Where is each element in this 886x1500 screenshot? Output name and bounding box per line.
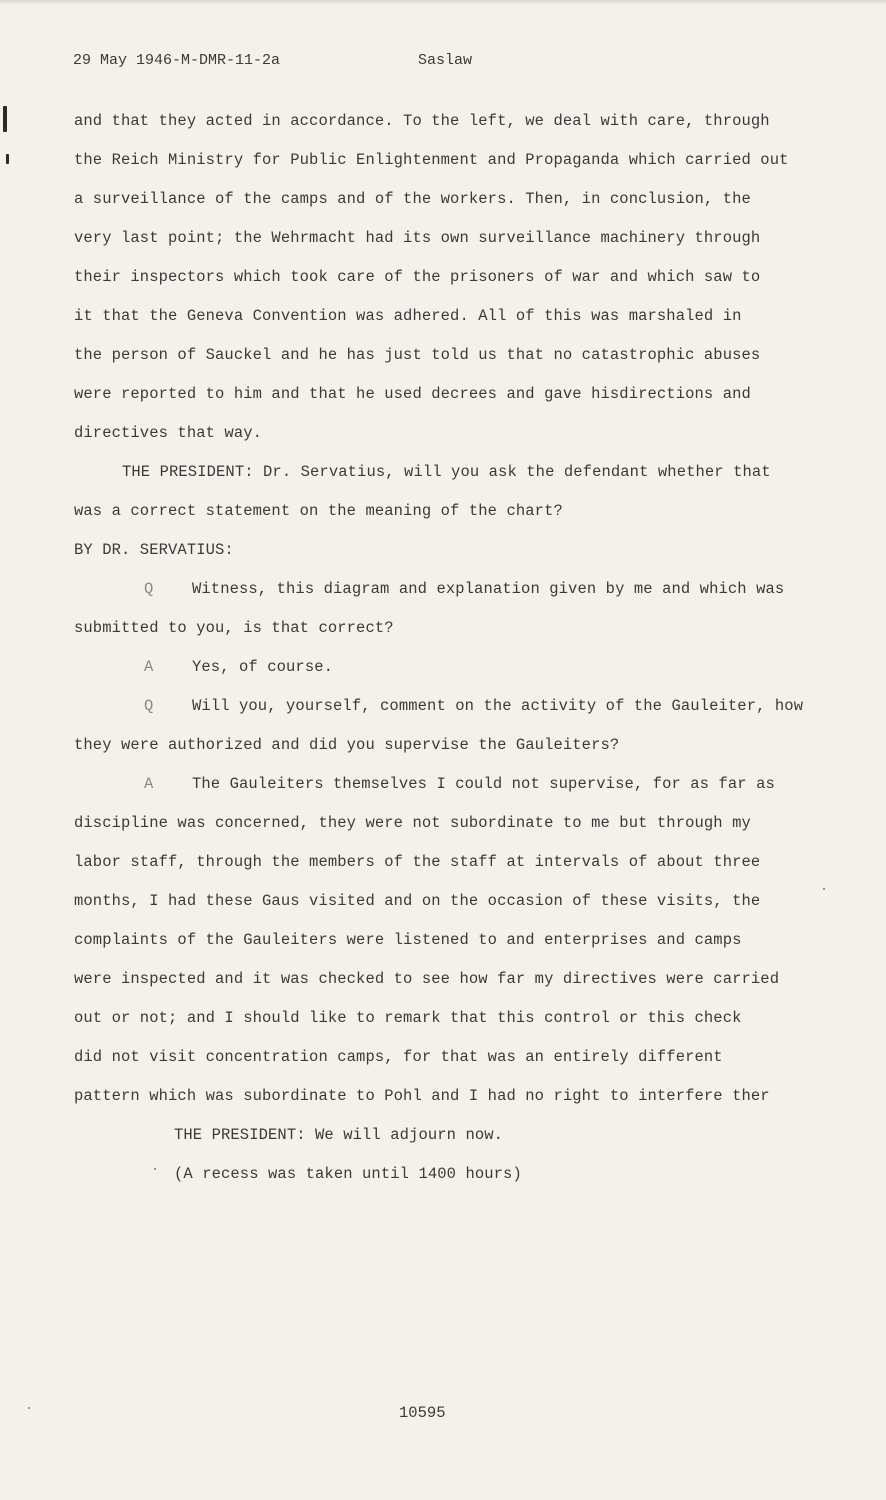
text-line: were inspected and it was checked to see how far my directives were carried — [74, 970, 780, 988]
text-line: very last point; the Wehrmacht had its own surveillance machinery through — [74, 229, 761, 247]
question-line — [74, 691, 814, 730]
text-line: they were authorized and did you supervise the Gauleiters? — [74, 736, 620, 754]
page-edge — [0, 0, 886, 4]
text-line: and that they acted in accordance. To the left, we deal with care, through — [74, 112, 770, 130]
qa-marker: Q — [144, 580, 154, 598]
transcript-reference: 29 May 1946-M-DMR-11-2a — [73, 52, 281, 69]
text-line: were reported to him and that he used decrees and gave hisdirections and — [74, 385, 751, 403]
reporter-name: Saslaw — [418, 52, 473, 69]
page-header — [73, 52, 473, 69]
qa-marker: Q — [144, 697, 154, 715]
binding-mark — [6, 154, 9, 164]
question-line — [74, 574, 814, 613]
ink-speck — [823, 888, 825, 890]
qa-text: Yes, of course. — [192, 658, 334, 676]
binding-mark — [3, 106, 7, 132]
qa-text: Witness, this diagram and explanation given by me and which was — [192, 580, 785, 598]
page-number: 10595 — [399, 1404, 446, 1422]
text-line: the Reich Ministry for Public Enlightenment and Propaganda which carried out — [74, 151, 789, 169]
text-line: did not visit concentration camps, for that was an entirely different — [74, 1048, 723, 1066]
answer-line — [74, 769, 814, 808]
text-line: months, I had these Gaus visited and on the occasion of these visits, the — [74, 892, 761, 910]
examiner-heading: BY DR. SERVATIUS: — [74, 541, 234, 559]
qa-text: Will you, yourself, comment on the activity of the Gauleiter, how — [192, 697, 804, 715]
text-line: discipline was concerned, they were not subordinate to me but through my — [74, 814, 751, 832]
text-line: complaints of the Gauleiters were listened to and enterprises and camps — [74, 931, 742, 949]
transcript-body — [74, 106, 814, 1198]
text-line: pattern which was subordinate to Pohl and I had no right to interfere ther — [74, 1087, 770, 1105]
president-question-line: THE PRESIDENT: Dr. Servatius, will you ask the defendant whether that — [122, 463, 771, 481]
qa-marker: A — [144, 775, 154, 793]
text-line: directives that way. — [74, 424, 263, 442]
text-line: a surveillance of the camps and of the workers. Then, in conclusion, the — [74, 190, 751, 208]
text-line: out or not; and I should like to remark that this control or this check — [74, 1009, 742, 1027]
text-line: their inspectors which took care of the prisoners of war and which saw to — [74, 268, 761, 286]
text-line: was a correct statement on the meaning of the chart? — [74, 502, 563, 520]
ink-speck — [154, 1168, 156, 1170]
text-line: the person of Sauckel and he has just told us that no catastrophic abuses — [74, 346, 761, 364]
qa-marker: A — [144, 658, 154, 676]
qa-text: The Gauleiters themselves I could not supervise, for as far as — [192, 775, 775, 793]
text-line: labor staff, through the members of the staff at intervals of about three — [74, 853, 761, 871]
text-line: it that the Geneva Convention was adhered. All of this was marshaled in — [74, 307, 742, 325]
recess-note: (A recess was taken until 1400 hours) — [174, 1165, 522, 1183]
text-line: submitted to you, is that correct? — [74, 619, 394, 637]
president-closing-line: THE PRESIDENT: We will adjourn now. — [174, 1126, 504, 1144]
ink-speck — [28, 1407, 30, 1409]
answer-line — [74, 652, 814, 691]
